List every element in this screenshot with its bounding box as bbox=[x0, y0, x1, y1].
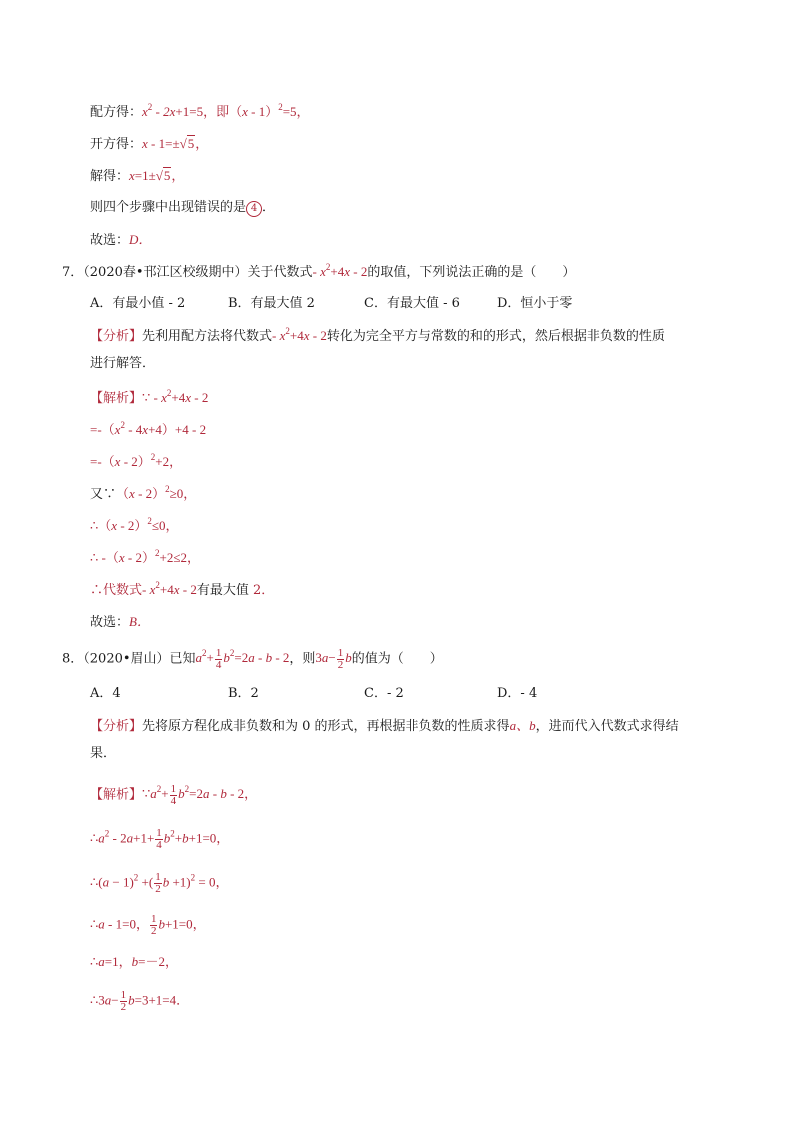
text: 先利用配方法将代数式 bbox=[142, 329, 273, 344]
q7-answer bbox=[90, 612, 150, 633]
radicand: 5 bbox=[163, 168, 171, 183]
q8-solution-3: ∴(a − 1)$^2$ +( $\frac{1}{2}$ b +1)$^2$ = 0， bbox=[90, 871, 229, 895]
math: $x^2 - 2x+1=5$，即（x - 1）$^2$=5， bbox=[142, 102, 310, 119]
q8-option-d: D．- 4 bbox=[497, 686, 538, 701]
label: 配方得： bbox=[90, 105, 143, 120]
text: 转化为完全平方与常数的和的形式，然后根据非负数的性质 bbox=[326, 329, 665, 344]
q7-stem bbox=[62, 262, 575, 283]
stem-text: 的值为（ ） bbox=[351, 651, 443, 667]
q8-option-b: B．2 bbox=[228, 686, 259, 701]
text: 又∵ bbox=[90, 487, 117, 502]
solution-tag: 【解析】 bbox=[90, 391, 143, 406]
math: x - 1=±√5， bbox=[142, 136, 209, 151]
q7-solution-3: =-（x - 2）$^2$+2， bbox=[90, 452, 183, 469]
circled-number: 4 bbox=[246, 201, 262, 217]
q7-option-d: D．恒小于零 bbox=[497, 296, 573, 311]
q7-solution-4 bbox=[90, 484, 196, 505]
q7-solution-7 bbox=[90, 580, 274, 601]
math: ∵ - $x^2+4x - 2$ bbox=[142, 388, 209, 405]
q7-option-a: A．有最小值 - 2 bbox=[90, 296, 186, 311]
q7-solution-5: ∴（x - 2）$^2$≤0， bbox=[90, 516, 179, 533]
q8-solution-5: ∴a=1，b=－2， bbox=[90, 954, 178, 969]
math: x=1±√5， bbox=[129, 168, 185, 183]
stem-expr: - $x^2+4x - 2$ bbox=[312, 262, 368, 279]
q7-option-c: C．有最大值 - 6 bbox=[364, 296, 460, 311]
prev-line-1 bbox=[90, 102, 310, 123]
frac-num: 1 bbox=[215, 647, 222, 659]
stem-text: ，则 bbox=[289, 651, 316, 667]
q8-analysis-cont: 果． bbox=[90, 746, 117, 761]
q8-solution-1 bbox=[90, 784, 257, 807]
q8-stem bbox=[62, 648, 443, 671]
q7-solution-1 bbox=[90, 388, 208, 409]
q7-analysis-cont: 进行解答． bbox=[90, 356, 156, 371]
expr: - $x^2+4x - 2$ bbox=[272, 326, 327, 343]
math: （x - 2）$^2$≥0， bbox=[116, 484, 197, 501]
q7-solution-6: ∴ -（x - 2）$^2$+2≤2， bbox=[90, 548, 200, 565]
prev-line-4: 则四个步骤中出现错误的是 4 ． bbox=[90, 200, 276, 215]
frac-den: 2 bbox=[337, 659, 344, 671]
q8-solution-4: ∴a - 1=0， $\frac{1}{2}$ b+1=0， bbox=[90, 913, 206, 937]
answer-value: D． bbox=[129, 232, 152, 247]
prev-line-2 bbox=[90, 134, 208, 155]
radicand: 5 bbox=[187, 136, 195, 151]
q8-solution-6: ∴3a− $\frac{1}{2}$ b=3+1=4． bbox=[90, 989, 190, 1013]
answer-value: B． bbox=[129, 614, 150, 629]
solution-tag: 【解析】 bbox=[90, 787, 143, 803]
text: ，进而代入代数式求得结 bbox=[535, 719, 679, 734]
frac-num: 1 bbox=[337, 647, 344, 659]
vars: a、b bbox=[509, 718, 536, 733]
q7-solution-2: $=-(x^2 - 4x+4)+4 - 2$ bbox=[90, 420, 207, 437]
q8-option-c: C．- 2 bbox=[364, 686, 404, 701]
q7-analysis bbox=[90, 326, 665, 347]
text: 先将原方程化成非负数和为 0 的形式，再根据非负数的性质求得 bbox=[142, 719, 510, 734]
q8-solution-2: $\therefore a^2 - 2a+1+$ $\frac{1}{4}$ $b^2+b+1=0$， bbox=[90, 827, 230, 851]
value: 2． bbox=[253, 583, 275, 598]
q8-option-a: A．4 bbox=[90, 686, 121, 701]
label: 开方得： bbox=[90, 137, 143, 152]
prev-answer bbox=[90, 230, 151, 251]
q7-option-b: B．有最大值 2 bbox=[228, 296, 315, 311]
expr: - $x^2+4x - 2$ bbox=[142, 580, 197, 597]
stem-text: 7．（2020春•邗江区校级期中）关于代数式 bbox=[62, 265, 313, 280]
analysis-tag: 【分析】 bbox=[90, 719, 143, 734]
q8-analysis bbox=[90, 716, 679, 737]
math: $\because a^2+$ $\frac{1}{4}$ $b^2=2a - b - 2$， bbox=[142, 783, 258, 807]
stem-text: 8．（2020•眉山）已知 bbox=[62, 651, 196, 667]
label: 故选： bbox=[90, 233, 130, 248]
frac-den: 4 bbox=[215, 659, 222, 671]
stem-text: 的取值，下列说法正确的是（ ） bbox=[367, 265, 576, 280]
stem-equation: $a^2+$ $\frac{1}{4}$ $b^2=2a - b - 2$ bbox=[195, 647, 290, 671]
stem-expr: 3a− $\frac{1}{2}$ b bbox=[315, 647, 352, 671]
text: 有最大值 bbox=[196, 583, 249, 598]
label: 解得： bbox=[90, 169, 130, 184]
text: 则四个步骤中出现错误的是 bbox=[90, 200, 247, 215]
text: ∴代数式 bbox=[90, 583, 143, 598]
analysis-tag: 【分析】 bbox=[90, 329, 143, 344]
label: 故选： bbox=[90, 615, 130, 630]
prev-line-3 bbox=[90, 166, 184, 187]
